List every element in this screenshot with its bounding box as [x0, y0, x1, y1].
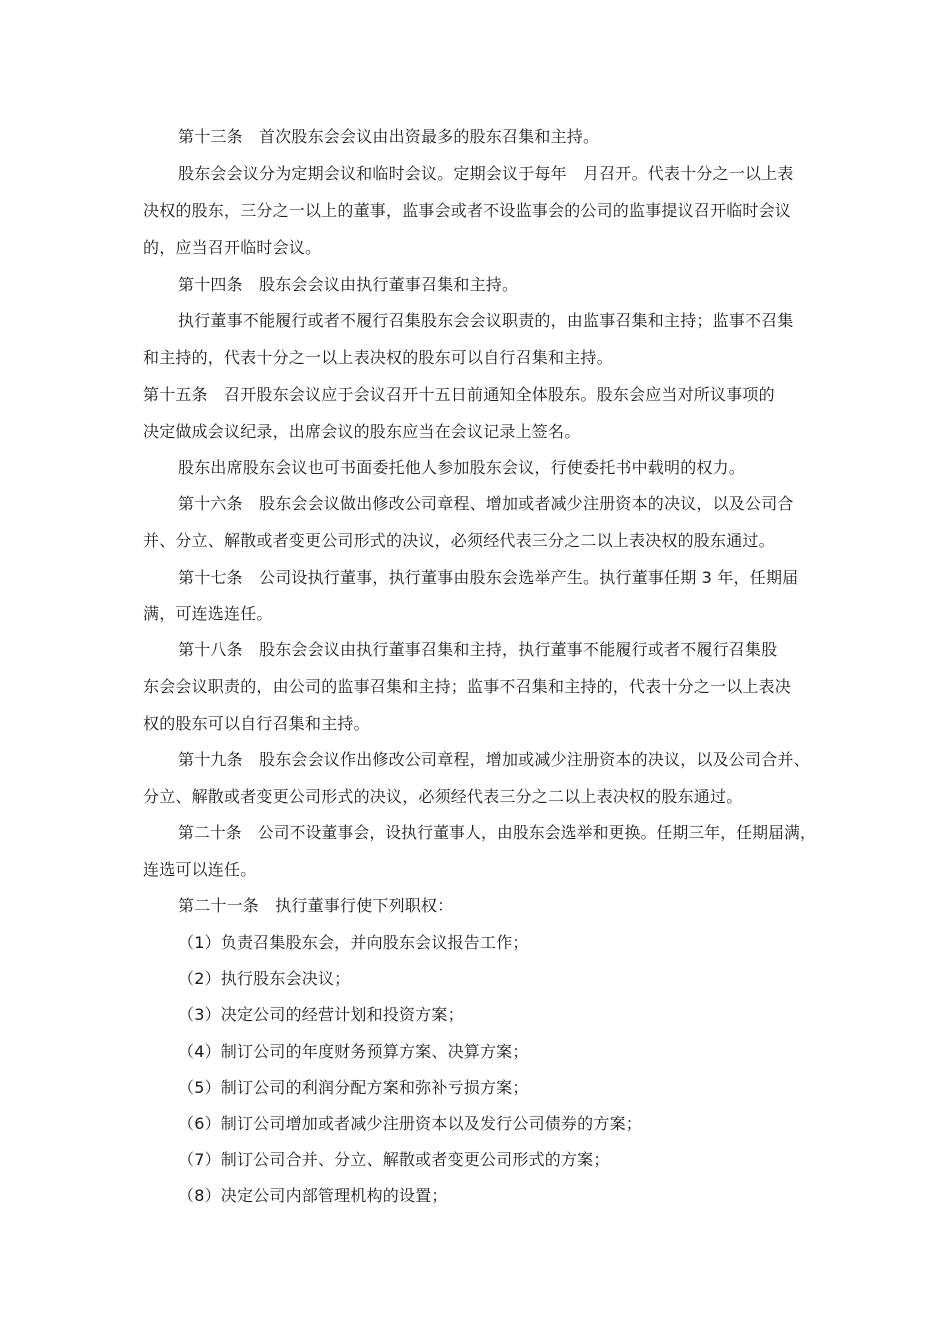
text-line: （1）负责召集股东会，并向股东会议报告工作； — [178, 933, 529, 952]
text-line: 第十七条 公司设执行董事，执行董事由股东会选举产生。执行董事任期 3 年，任期届 — [178, 568, 799, 587]
text-line: （7）制订公司合并、分立、解散或者变更公司形式的方案； — [178, 1150, 610, 1169]
text-line: 连选可以连任。 — [143, 860, 257, 879]
text-line: 第十八条 股东会会议由执行董事召集和主持，执行董事不能履行或者不履行召集股 — [178, 640, 778, 659]
text-line: 满，可连选连任。 — [143, 604, 273, 623]
text-line: 东会会议职责的，由公司的监事召集和主持；监事不召集和主持的，代表十分之一以上表决 — [143, 677, 792, 696]
text-line: 决权的股东，三分之一以上的董事，监事会或者不设监事会的公司的监事提议召开临时会议 — [143, 201, 792, 220]
text-line: 第十三条 首次股东会会议由出资最多的股东召集和主持。 — [178, 127, 600, 146]
text-line: 第十四条 股东会会议由执行董事召集和主持。 — [178, 275, 519, 294]
text-line: 的，应当召开临时会议。 — [143, 238, 322, 257]
text-line: 第二十条 公司不设董事会，设执行董事人，由股东会选举和更换。任期三年，任期届满， — [178, 823, 816, 842]
text-line: （6）制订公司增加或者减少注册资本以及发行公司债券的方案； — [178, 1114, 642, 1133]
text-line: 决定做成会议纪录，出席会议的股东应当在会议记录上签名。 — [143, 422, 581, 441]
text-line: （3）决定公司的经营计划和投资方案； — [178, 1005, 464, 1024]
text-line: 执行董事不能履行或者不履行召集股东会会议职责的，由监事召集和主持；监事不召集 — [178, 311, 794, 330]
text-line: 第十九条 股东会会议作出修改公司章程，增加或减少注册资本的决议，以及公司合并、 — [178, 750, 810, 769]
text-line: 和主持的，代表十分之一以上表决权的股东可以自行召集和主持。 — [143, 348, 613, 367]
text-line: （2）执行股东会决议； — [178, 969, 351, 988]
text-line: 第二十一条 执行董事行使下列职权： — [178, 896, 454, 915]
text-line: 第十六条 股东会会议做出修改公司章程、增加或者减少注册资本的决议，以及公司合 — [178, 494, 794, 513]
text-line: 股东会会议分为定期会议和临时会议。定期会议于每年 月召开。代表十分之一以上表 — [178, 164, 794, 183]
text-line: （4）制订公司的年度财务预算方案、决算方案； — [178, 1042, 529, 1061]
text-line: 股东出席股东会议也可书面委托他人参加股东会议，行使委托书中载明的权力。 — [178, 458, 746, 477]
text-line: （8）决定公司内部管理机构的设置； — [178, 1186, 448, 1205]
text-line: 权的股东可以自行召集和主持。 — [143, 714, 370, 733]
text-line: 分立、解散或者变更公司形式的决议，必须经代表三分之二以上表决权的股东通过。 — [143, 787, 743, 806]
text-line: 第十五条 召开股东会议应于会议召开十五日前通知全体股东。股东会应当对所议事项的 — [143, 385, 775, 404]
text-line: （5）制订公司的利润分配方案和弥补亏损方案； — [178, 1078, 529, 1097]
text-line: 并、分立、解散或者变更公司形式的决议，必须经代表三分之二以上表决权的股东通过。 — [143, 531, 775, 550]
